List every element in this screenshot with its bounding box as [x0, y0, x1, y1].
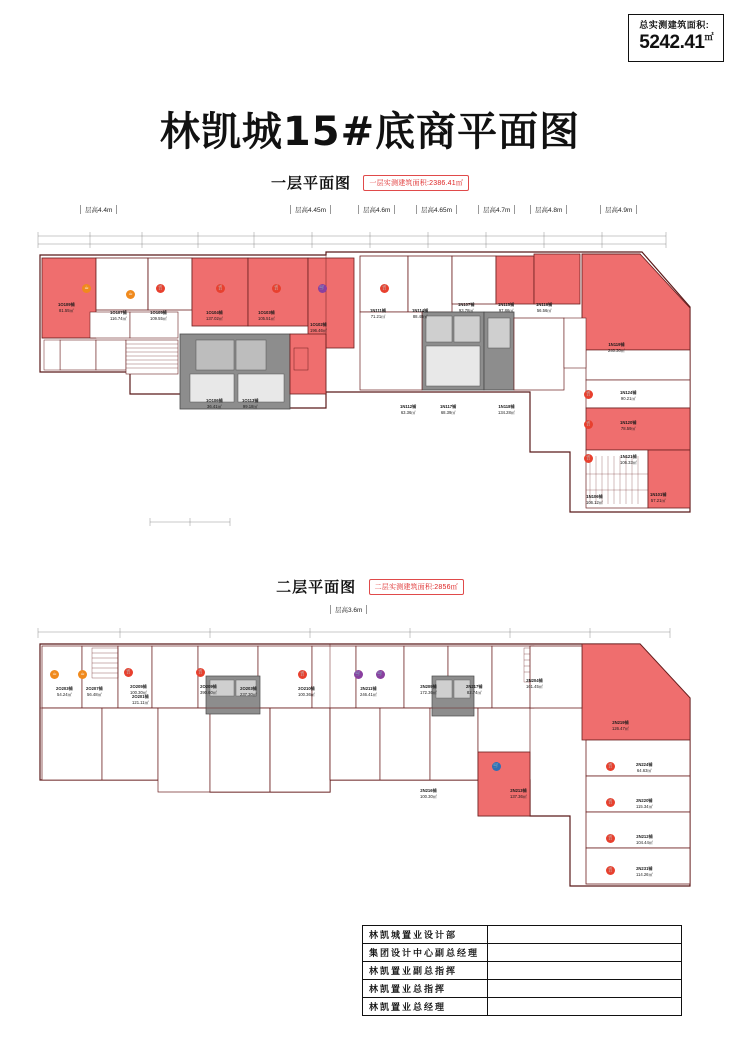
unit-label: 1O103铺 105.51㎡: [258, 310, 275, 321]
sign-role: 林凯置业副总指挥: [363, 962, 488, 980]
shop-type-icon: 🛒: [377, 671, 384, 677]
height-label: 层高3.6m: [330, 605, 367, 614]
sign-value[interactable]: [488, 998, 682, 1016]
sign-value[interactable]: [488, 926, 682, 944]
height-label: 层高4.6m: [358, 205, 395, 214]
shop-type-icon: 🍴: [607, 835, 614, 841]
unit-label: 1O106铺 36.41㎡: [206, 398, 223, 409]
unit-label: 2N211铺 246.41㎡: [360, 686, 377, 697]
shop-type-icon: 🍴: [157, 285, 164, 291]
unit-label: 1O102铺 196.46㎡: [310, 322, 327, 333]
unit-label: 2O205铺 100.30㎡: [130, 684, 147, 695]
unit-label: 1N114铺 88.48㎡: [412, 308, 429, 319]
signature-table: [362, 925, 682, 1016]
unit-label: 2N216铺 100.30㎡: [420, 788, 437, 799]
height-label: 层高4.7m: [478, 205, 515, 214]
floor2-heading: [0, 576, 740, 597]
table-row: [363, 944, 682, 962]
shop-type-icon: 🍴: [197, 669, 204, 675]
height-label: 层高4.45m: [290, 205, 331, 214]
unit-label: 1N117铺 68.39㎡: [440, 404, 457, 415]
unit-label: 2N209铺 172.36㎡: [420, 684, 437, 695]
unit-label: 1N112铺 63.36㎡: [400, 404, 417, 415]
unit-label: 2N212铺 104.44㎡: [636, 834, 653, 845]
unit-label: 2O201铺 121.11㎡: [132, 694, 149, 705]
unit-label: 2O203铺 237.30㎡: [240, 686, 257, 697]
floor1-area-badge: 一层实测建筑面积:2386.41㎡: [363, 175, 469, 191]
unit-label: 1O105铺 109.55㎡: [150, 310, 167, 321]
shop-type-icon: 🍴: [607, 799, 614, 805]
floor1-heading: [0, 172, 740, 193]
shop-type-icon: ☕: [82, 284, 91, 293]
shop-type-icon: 🍴: [607, 867, 614, 873]
shop-type-icon: 🍴: [585, 391, 592, 397]
shop-type-icon: 🍴: [217, 285, 224, 291]
unit-label: 1O107铺 116.74㎡: [110, 310, 127, 321]
unit-label: 1N119铺 240.30㎡: [608, 342, 625, 353]
shop-type-icon: 🛒: [319, 285, 326, 291]
floor1-title: 一层平面图: [270, 175, 351, 192]
sign-role: 林凯城置业设计部: [363, 926, 488, 944]
unit-label: 2N213铺 137.36㎡: [510, 788, 527, 799]
shop-type-icon: 🍴: [273, 285, 280, 291]
table-row: [363, 998, 682, 1016]
unit-label: 1N118铺 134.28㎡: [498, 404, 515, 415]
unit-label: 1N124铺 90.21㎡: [620, 390, 637, 401]
shop-type-icon: 🍴: [585, 455, 592, 461]
shop-type-icon: ☕: [78, 670, 87, 679]
unit-label: 1N111铺 71.21㎡: [370, 308, 387, 319]
height-label: 层高4.4m: [80, 205, 117, 214]
shop-type-icon: 🍴: [125, 669, 132, 675]
total-area-value: 5242.41㎡: [639, 32, 713, 54]
page-title: 林凯城15#底商平面图: [159, 109, 581, 155]
shop-type-icon: 🍴: [381, 285, 388, 291]
unit-label: 1N121铺 106.33㎡: [620, 454, 637, 465]
floor2-area-badge: 二层实测建筑面积:2856㎡: [369, 579, 464, 595]
table-row: [363, 926, 682, 944]
total-area-badge: [628, 14, 724, 62]
unit-label: 2O207铺 56.48㎡: [86, 686, 103, 697]
unit-label: 1N101铺 57.21㎡: [650, 492, 667, 503]
floor2-plan: [30, 620, 710, 900]
unit-label: 2N219铺 126.47㎡: [612, 720, 629, 731]
unit-label: 1N115铺 97.86㎡: [498, 302, 515, 313]
sign-role: 集团设计中心副总经理: [363, 944, 488, 962]
shop-type-icon: 🍴: [585, 421, 592, 427]
height-label: 层高4.8m: [530, 205, 567, 214]
table-row: [363, 980, 682, 998]
table-row: [363, 962, 682, 980]
unit-label: 2O210铺 100.36㎡: [298, 686, 315, 697]
unit-label: 2O203铺 54.24㎡: [56, 686, 73, 697]
sign-value[interactable]: [488, 962, 682, 980]
unit-label: 1O104铺 137.02㎡: [206, 310, 223, 321]
sign-value[interactable]: [488, 944, 682, 962]
unit-label: 2N220铺 115.34㎡: [636, 798, 653, 809]
shop-type-icon: ☕: [50, 670, 59, 679]
unit-label: 1N106铺 106.12㎡: [586, 494, 603, 505]
floor2-title: 二层平面图: [276, 579, 357, 596]
unit-label: 2O209铺 390.60㎡: [200, 684, 217, 695]
shop-type-icon: 🍴: [607, 763, 614, 769]
unit-label: 2N224铺 64.63㎡: [636, 762, 653, 773]
sign-role: 林凯置业总指挥: [363, 980, 488, 998]
floor1-plan: [30, 222, 710, 542]
sign-role: 林凯置业总经理: [363, 998, 488, 1016]
unit-label: 1N107铺 93.78㎡: [458, 302, 475, 313]
shop-type-icon: 🛒: [493, 763, 500, 769]
unit-label: 2N204铺 161.45㎡: [526, 678, 543, 689]
unit-label: 1N120铺 78.59㎡: [620, 420, 637, 431]
unit-label: 1O113铺 99.18㎡: [242, 398, 259, 409]
unit-label: 2N231铺 114.26㎡: [636, 866, 653, 877]
unit-label: 2N217铺 82.74㎡: [466, 684, 483, 695]
unit-label: 1N116铺 56.56㎡: [536, 302, 553, 313]
total-area-label: 总实测建筑面积:: [639, 20, 710, 30]
floor1-height-labels: [0, 205, 740, 217]
height-label: 层高4.65m: [416, 205, 457, 214]
shop-type-icon: 🍴: [299, 671, 306, 677]
unit-label: 1O109铺 81.55㎡: [58, 302, 75, 313]
sign-value[interactable]: [488, 980, 682, 998]
floor2-height-labels: [0, 605, 740, 617]
height-label: 层高4.9m: [600, 205, 637, 214]
shop-type-icon: ☕: [126, 290, 135, 299]
shop-type-icon: 🛒: [355, 671, 362, 677]
